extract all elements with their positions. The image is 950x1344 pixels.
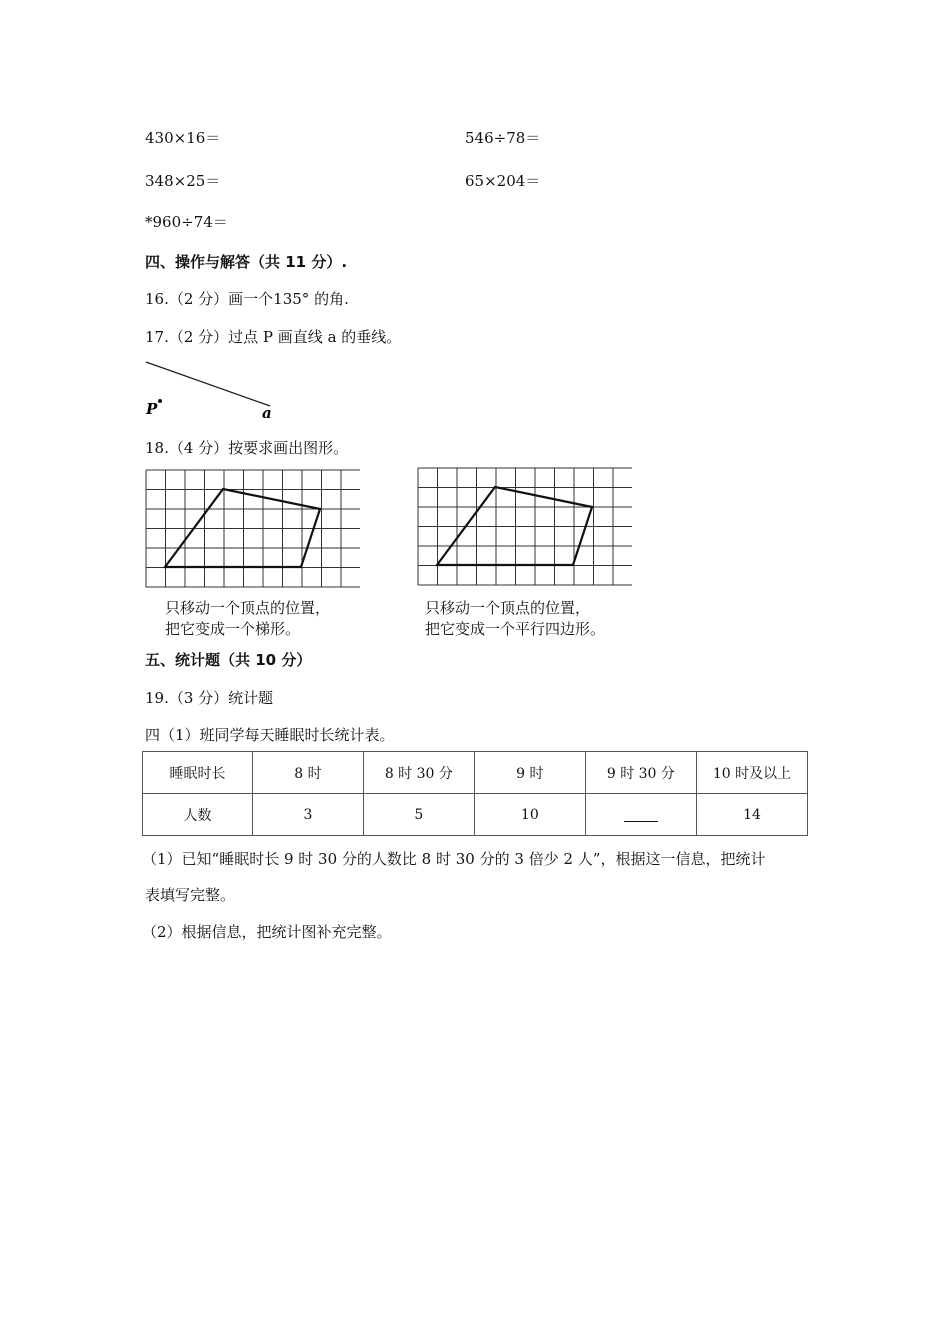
- sub-question-1-line-1: （1）已知“睡眠时长 9 时 30 分的人数比 8 时 30 分的 3 倍少 2 人”，根据这一信息，把统计: [142, 850, 766, 868]
- calc-q3: 348×25＝: [145, 172, 221, 190]
- question-19: 19.（3 分）统计题: [145, 689, 274, 707]
- section-4-title: 四、操作与解答（共 11 分）.: [145, 253, 348, 271]
- grid-right: [417, 467, 632, 587]
- perpendicular-figure: [140, 356, 290, 422]
- table-row: [143, 794, 808, 836]
- point-p-label: P: [146, 400, 158, 418]
- table-cell: 10: [474, 794, 585, 836]
- calc-q1: 430×16＝: [145, 129, 221, 147]
- line-a: [146, 362, 270, 406]
- left-caption-1: 只移动一个顶点的位置，: [165, 599, 331, 617]
- calc-q5: *960÷74＝: [145, 213, 228, 231]
- sub-question-2: （2）根据信息，把统计图补充完整。: [142, 923, 392, 941]
- sleep-statistics-table: [142, 751, 808, 836]
- point-p: [158, 399, 162, 403]
- right-caption-2: 把它变成一个平行四边形。: [425, 620, 606, 638]
- section-5-title: 五、统计题（共 10 分）: [145, 651, 312, 669]
- table-cell: 5: [363, 794, 474, 836]
- grid-left: [145, 469, 360, 589]
- question-16: 16.（2 分）画一个135° 的角.: [145, 290, 349, 308]
- table-header-cell: 8 时 30 分: [363, 752, 474, 794]
- answer-blank-cell[interactable]: [585, 794, 696, 836]
- answer-blank[interactable]: [624, 807, 658, 822]
- table-cell: 14: [696, 794, 807, 836]
- table-header-cell: 9 时 30 分: [585, 752, 696, 794]
- table-header-cell: 9 时: [474, 752, 585, 794]
- sub-question-1-line-2: 表填写完整。: [145, 886, 236, 904]
- table-row-label: 人数: [143, 794, 253, 836]
- question-17: 17.（2 分）过点 P 画直线 a 的垂线。: [145, 328, 402, 346]
- table-title: 四（1）班同学每天睡眠时长统计表。: [145, 726, 395, 744]
- line-a-label: a: [262, 404, 272, 422]
- table-header-cell: 10 时及以上: [696, 752, 807, 794]
- table-header-cell: 8 时: [252, 752, 363, 794]
- question-18: 18.（4 分）按要求画出图形。: [145, 439, 349, 457]
- calc-q2: 546÷78＝: [465, 129, 541, 147]
- calc-q4: 65×204＝: [465, 172, 541, 190]
- table-cell: 3: [252, 794, 363, 836]
- table-header-cell: 睡眠时长: [143, 752, 253, 794]
- table-header-row: [143, 752, 808, 794]
- left-caption-2: 把它变成一个梯形。: [165, 620, 301, 638]
- right-caption-1: 只移动一个顶点的位置，: [425, 599, 591, 617]
